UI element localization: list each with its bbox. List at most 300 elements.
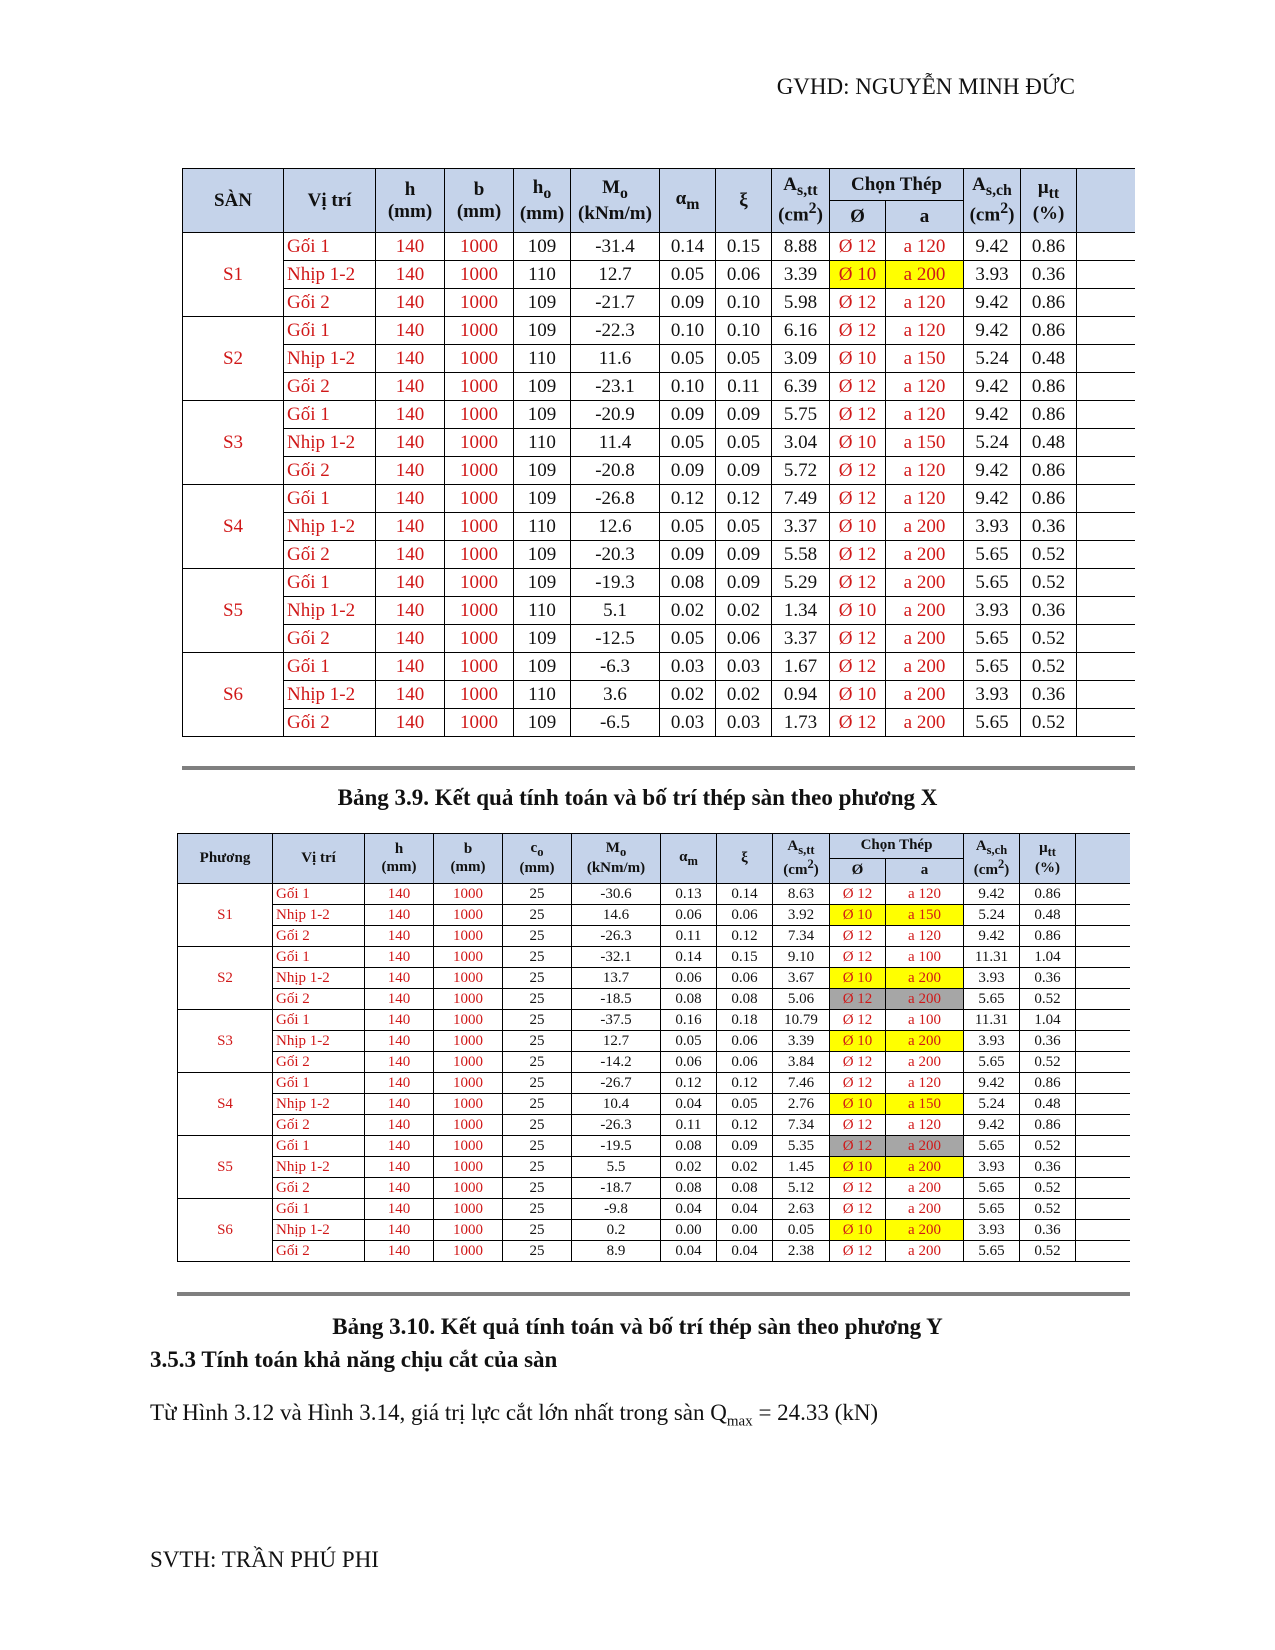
alpha-cell: 0.12 <box>660 485 716 513</box>
blank-cell <box>1076 926 1131 947</box>
m0-cell: 12.7 <box>572 1031 661 1052</box>
col-header-mu: $\mu_{tt}$ (%) <box>1020 834 1076 884</box>
asch-cell: 3.93 <box>964 968 1020 989</box>
h-cell: 140 <box>365 1157 434 1178</box>
col-header-h: h (mm) <box>365 834 434 884</box>
spacing-cell: a 200 <box>886 1220 964 1241</box>
blank-cell <box>1076 989 1131 1010</box>
xi-cell: 0.00 <box>717 1220 773 1241</box>
xi-cell: 0.18 <box>717 1010 773 1031</box>
h-cell: 140 <box>365 1178 434 1199</box>
phi-cell: Ø 10 <box>830 513 886 541</box>
phi-cell: Ø 12 <box>830 709 886 737</box>
shear-paragraph: Từ Hình 3.12 và Hình 3.14, giá trị lực cắt lớn nhất trong sàn $Q_{max} = 24.33$ (kN) <box>150 1400 879 1430</box>
b-cell: 1000 <box>445 401 514 429</box>
spacing-cell: a 120 <box>886 233 964 261</box>
xi-cell: 0.09 <box>716 541 772 569</box>
alpha-cell: 0.10 <box>660 317 716 345</box>
table-y-body <box>178 884 1131 1262</box>
b-cell: 1000 <box>434 1115 503 1136</box>
mu-cell: 0.86 <box>1021 401 1077 429</box>
h-cell: 140 <box>365 1052 434 1073</box>
blank-cell <box>1077 373 1135 401</box>
position-cell: Gối 2 <box>273 1052 365 1073</box>
xi-cell: 0.04 <box>717 1241 773 1262</box>
xi-cell: 0.09 <box>716 569 772 597</box>
position-cell: Gối 2 <box>273 1115 365 1136</box>
col-header-astt: $A_{s,tt}$ $(cm^2)$ <box>772 169 830 233</box>
position-cell: Gối 1 <box>273 1136 365 1157</box>
h-cell: 140 <box>376 681 445 709</box>
col-header-astt: $A_{s,tt}$ $(cm^2)$ <box>773 834 830 884</box>
phi-cell: Ø 12 <box>830 1115 886 1136</box>
mu-cell: 0.86 <box>1021 373 1077 401</box>
blank-cell <box>1076 1199 1131 1220</box>
xi-cell: 0.08 <box>717 1178 773 1199</box>
table-row <box>178 1073 1131 1094</box>
col-header-a: a <box>886 859 964 884</box>
position-cell: Gối 1 <box>284 317 376 345</box>
spacing-cell: a 200 <box>886 1199 964 1220</box>
asch-cell: 3.93 <box>964 1220 1020 1241</box>
xi-cell: 0.06 <box>717 1031 773 1052</box>
blank-cell <box>1077 457 1135 485</box>
phi-cell: Ø 10 <box>830 968 886 989</box>
b-cell: 1000 <box>434 968 503 989</box>
h-cell: 140 <box>365 947 434 968</box>
blank-cell <box>1076 1157 1131 1178</box>
h-cell: 140 <box>376 317 445 345</box>
astt-cell: 0.05 <box>773 1220 830 1241</box>
asch-cell: 5.65 <box>964 989 1020 1010</box>
h0-cell: 110 <box>514 513 571 541</box>
mu-cell: 0.36 <box>1020 968 1076 989</box>
section-heading: 3.5.3 Tính toán khả năng chịu cắt của sàn <box>150 1347 558 1372</box>
m0-cell: -26.3 <box>572 926 661 947</box>
xi-cell: 0.09 <box>716 457 772 485</box>
blank-cell <box>1076 905 1131 926</box>
xi-cell: 0.10 <box>716 289 772 317</box>
blank-cell <box>1077 429 1135 457</box>
mu-cell: 0.52 <box>1021 541 1077 569</box>
xi-cell: 0.06 <box>716 261 772 289</box>
table-row <box>178 1094 1131 1115</box>
mu-cell: 0.86 <box>1020 926 1076 947</box>
alpha-cell: 0.14 <box>660 233 716 261</box>
phi-cell: Ø 12 <box>830 1199 886 1220</box>
table-row <box>178 968 1131 989</box>
col-header-a: a <box>886 201 964 233</box>
blank-cell <box>1077 709 1135 737</box>
m0-cell: 12.7 <box>571 261 660 289</box>
blank-cell <box>1076 1031 1131 1052</box>
astt-cell: 3.37 <box>772 625 830 653</box>
b-cell: 1000 <box>445 597 514 625</box>
astt-cell: 2.76 <box>773 1094 830 1115</box>
blank-cell <box>1077 289 1135 317</box>
xi-cell: 0.06 <box>717 968 773 989</box>
table-row <box>178 1010 1131 1031</box>
b-cell: 1000 <box>445 317 514 345</box>
xi-cell: 0.12 <box>716 485 772 513</box>
m0-cell: -30.6 <box>572 884 661 905</box>
m0-cell: 5.5 <box>572 1157 661 1178</box>
astt-cell: 5.29 <box>772 569 830 597</box>
phi-cell: Ø 12 <box>830 233 886 261</box>
m0-cell: 8.9 <box>572 1241 661 1262</box>
xi-cell: 0.08 <box>717 989 773 1010</box>
alpha-cell: 0.08 <box>661 1178 717 1199</box>
c0-cell: 25 <box>503 1115 572 1136</box>
b-cell: 1000 <box>445 345 514 373</box>
position-cell: Nhịp 1-2 <box>273 905 365 926</box>
steel-table-x <box>182 168 1135 737</box>
m0-cell: 10.4 <box>572 1094 661 1115</box>
position-cell: Nhịp 1-2 <box>284 597 376 625</box>
b-cell: 1000 <box>445 429 514 457</box>
astt-cell: 1.73 <box>772 709 830 737</box>
alpha-cell: 0.02 <box>661 1157 717 1178</box>
m0-cell: 12.6 <box>571 513 660 541</box>
m0-cell: 3.6 <box>571 681 660 709</box>
spacing-cell: a 200 <box>886 681 964 709</box>
xi-cell: 0.09 <box>717 1136 773 1157</box>
xi-cell: 0.05 <box>716 513 772 541</box>
alpha-cell: 0.06 <box>661 905 717 926</box>
blank-cell <box>1076 1178 1131 1199</box>
mu-cell: 0.86 <box>1020 1073 1076 1094</box>
table-row <box>178 1136 1131 1157</box>
spacing-cell: a 120 <box>886 884 964 905</box>
alpha-cell: 0.09 <box>660 457 716 485</box>
spacing-cell: a 200 <box>886 653 964 681</box>
position-cell: Gối 1 <box>284 233 376 261</box>
astt-cell: 7.34 <box>773 1115 830 1136</box>
h-cell: 140 <box>376 289 445 317</box>
phi-cell: Ø 12 <box>830 541 886 569</box>
alpha-cell: 0.08 <box>661 989 717 1010</box>
position-cell: Gối 2 <box>273 926 365 947</box>
position-cell: Gối 1 <box>284 569 376 597</box>
col-header-alpha: $\alpha_m$ <box>660 169 716 233</box>
mu-cell: 0.52 <box>1021 709 1077 737</box>
xi-cell: 0.03 <box>716 653 772 681</box>
spacing-cell: a 150 <box>886 345 964 373</box>
xi-cell: 0.04 <box>717 1199 773 1220</box>
alpha-cell: 0.08 <box>661 1136 717 1157</box>
spacing-cell: a 200 <box>886 1031 964 1052</box>
table-row <box>183 597 1136 625</box>
alpha-cell: 0.11 <box>661 1115 717 1136</box>
phi-cell: Ø 10 <box>830 1031 886 1052</box>
alpha-cell: 0.05 <box>660 345 716 373</box>
phi-cell: Ø 12 <box>830 1052 886 1073</box>
blank-cell <box>1076 1010 1131 1031</box>
spacing-cell: a 150 <box>886 1094 964 1115</box>
table-row <box>183 317 1136 345</box>
h-cell: 140 <box>365 1115 434 1136</box>
table-row <box>178 1157 1131 1178</box>
position-cell: Gối 1 <box>273 1073 365 1094</box>
position-cell: Gối 1 <box>284 653 376 681</box>
asch-cell: 5.24 <box>964 429 1021 457</box>
m0-cell: -19.3 <box>571 569 660 597</box>
alpha-cell: 0.09 <box>660 289 716 317</box>
col-header-san: SÀN <box>183 169 284 233</box>
spacing-cell: a 200 <box>886 541 964 569</box>
h0-cell: 109 <box>514 485 571 513</box>
col-header-xi: ξ <box>717 834 773 884</box>
table-row <box>183 401 1136 429</box>
b-cell: 1000 <box>434 1010 503 1031</box>
phi-cell: Ø 12 <box>830 1073 886 1094</box>
phi-cell: Ø 12 <box>830 373 886 401</box>
b-cell: 1000 <box>434 884 503 905</box>
blank-cell <box>1076 1073 1131 1094</box>
alpha-cell: 0.04 <box>661 1094 717 1115</box>
h0-cell: 110 <box>514 681 571 709</box>
spacing-cell: a 200 <box>886 968 964 989</box>
h0-cell: 110 <box>514 345 571 373</box>
c0-cell: 25 <box>503 968 572 989</box>
m0-cell: -19.5 <box>572 1136 661 1157</box>
spacing-cell: a 120 <box>886 317 964 345</box>
xi-cell: 0.02 <box>717 1157 773 1178</box>
col-header-phi: Ø <box>830 201 886 233</box>
spacing-cell: a 120 <box>886 457 964 485</box>
mu-cell: 0.36 <box>1020 1031 1076 1052</box>
b-cell: 1000 <box>434 1031 503 1052</box>
b-cell: 1000 <box>445 709 514 737</box>
asch-cell: 9.42 <box>964 884 1020 905</box>
b-cell: 1000 <box>434 1136 503 1157</box>
alpha-cell: 0.05 <box>660 513 716 541</box>
h-cell: 140 <box>376 233 445 261</box>
blank-cell <box>1076 968 1131 989</box>
col-header-b: b (mm) <box>434 834 503 884</box>
c0-cell: 25 <box>503 1073 572 1094</box>
asch-cell: 9.42 <box>964 926 1020 947</box>
mu-cell: 0.86 <box>1021 485 1077 513</box>
xi-cell: 0.10 <box>716 317 772 345</box>
asch-cell: 9.42 <box>964 457 1021 485</box>
table-row <box>183 625 1136 653</box>
astt-cell: 3.04 <box>772 429 830 457</box>
position-cell: Gối 1 <box>284 485 376 513</box>
astt-cell: 3.92 <box>773 905 830 926</box>
h-cell: 140 <box>365 1094 434 1115</box>
spacing-cell: a 120 <box>886 926 964 947</box>
table-row <box>183 261 1136 289</box>
b-cell: 1000 <box>434 905 503 926</box>
astt-cell: 6.39 <box>772 373 830 401</box>
col-header-m0: $M_o$ (kNm/m) <box>572 834 661 884</box>
h0-cell: 109 <box>514 457 571 485</box>
col-header-blank <box>1076 834 1131 884</box>
m0-cell: -12.5 <box>571 625 660 653</box>
spacing-cell: a 120 <box>886 1073 964 1094</box>
asch-cell: 9.42 <box>964 485 1021 513</box>
mu-cell: 0.36 <box>1020 1157 1076 1178</box>
xi-cell: 0.06 <box>716 625 772 653</box>
h0-cell: 110 <box>514 429 571 457</box>
h-cell: 140 <box>365 1220 434 1241</box>
astt-cell: 5.12 <box>773 1178 830 1199</box>
alpha-cell: 0.06 <box>661 1052 717 1073</box>
table-row <box>178 1199 1131 1220</box>
phi-cell: Ø 12 <box>830 1010 886 1031</box>
astt-cell: 7.34 <box>773 926 830 947</box>
asch-cell: 5.65 <box>964 1136 1020 1157</box>
h-cell: 140 <box>376 429 445 457</box>
h0-cell: 109 <box>514 289 571 317</box>
xi-cell: 0.02 <box>716 681 772 709</box>
blank-cell <box>1077 345 1135 373</box>
astt-cell: 3.37 <box>772 513 830 541</box>
m0-cell: -26.3 <box>572 1115 661 1136</box>
b-cell: 1000 <box>445 681 514 709</box>
phi-cell: Ø 12 <box>830 317 886 345</box>
asch-cell: 11.31 <box>964 947 1020 968</box>
table-row <box>183 373 1136 401</box>
alpha-cell: 0.05 <box>660 625 716 653</box>
alpha-cell: 0.04 <box>661 1241 717 1262</box>
xi-cell: 0.12 <box>717 926 773 947</box>
table-row <box>178 1241 1131 1262</box>
phi-cell: Ø 10 <box>830 1157 886 1178</box>
phi-cell: Ø 10 <box>830 905 886 926</box>
b-cell: 1000 <box>445 457 514 485</box>
phi-cell: Ø 10 <box>830 345 886 373</box>
h-cell: 140 <box>365 989 434 1010</box>
alpha-cell: 0.04 <box>661 1199 717 1220</box>
alpha-cell: 0.10 <box>660 373 716 401</box>
h-cell: 140 <box>376 373 445 401</box>
mu-cell: 0.48 <box>1021 345 1077 373</box>
b-cell: 1000 <box>445 485 514 513</box>
alpha-cell: 0.05 <box>660 429 716 457</box>
m0-cell: -26.8 <box>571 485 660 513</box>
c0-cell: 25 <box>503 1220 572 1241</box>
slab-label: S3 <box>183 401 284 485</box>
table-row <box>183 681 1136 709</box>
b-cell: 1000 <box>434 1220 503 1241</box>
h-cell: 140 <box>376 653 445 681</box>
b-cell: 1000 <box>434 1052 503 1073</box>
mu-cell: 0.36 <box>1021 681 1077 709</box>
alpha-cell: 0.12 <box>661 1073 717 1094</box>
col-header-chon-thep: Chọn Thép <box>830 834 964 859</box>
spacing-cell: a 200 <box>886 1157 964 1178</box>
alpha-cell: 0.02 <box>660 597 716 625</box>
table-row <box>183 485 1136 513</box>
spacing-cell: a 200 <box>886 1241 964 1262</box>
position-cell: Gối 1 <box>273 884 365 905</box>
h-cell: 140 <box>376 345 445 373</box>
table-row <box>183 541 1136 569</box>
spacing-cell: a 120 <box>886 401 964 429</box>
blank-cell <box>1077 625 1135 653</box>
m0-cell: -22.3 <box>571 317 660 345</box>
c0-cell: 25 <box>503 1178 572 1199</box>
xi-cell: 0.15 <box>716 233 772 261</box>
slab-label: S6 <box>178 1199 273 1262</box>
m0-cell: -21.7 <box>571 289 660 317</box>
m0-cell: 5.1 <box>571 597 660 625</box>
position-cell: Nhịp 1-2 <box>284 513 376 541</box>
table-y-container <box>177 833 1130 1296</box>
spacing-cell: a 200 <box>886 597 964 625</box>
b-cell: 1000 <box>434 1073 503 1094</box>
asch-cell: 3.93 <box>964 1157 1020 1178</box>
astt-cell: 7.46 <box>773 1073 830 1094</box>
c0-cell: 25 <box>503 1031 572 1052</box>
caption-table-x: Bảng 3.9. Kết quả tính toán và bố trí thép sàn theo phương X <box>337 785 938 810</box>
asch-cell: 5.65 <box>964 1052 1020 1073</box>
mu-cell: 1.04 <box>1020 947 1076 968</box>
astt-cell: 3.67 <box>773 968 830 989</box>
h-cell: 140 <box>376 457 445 485</box>
xi-cell: 0.03 <box>716 709 772 737</box>
spacing-cell: a 200 <box>886 261 964 289</box>
b-cell: 1000 <box>434 947 503 968</box>
table-x-body <box>183 233 1136 737</box>
position-cell: Nhịp 1-2 <box>273 1220 365 1241</box>
alpha-cell: 0.05 <box>660 261 716 289</box>
asch-cell: 5.65 <box>964 569 1021 597</box>
h0-cell: 109 <box>514 317 571 345</box>
position-cell: Gối 1 <box>284 401 376 429</box>
c0-cell: 25 <box>503 947 572 968</box>
slab-label: S4 <box>178 1073 273 1136</box>
alpha-cell: 0.13 <box>661 884 717 905</box>
blank-cell <box>1077 317 1135 345</box>
b-cell: 1000 <box>434 926 503 947</box>
position-cell: Nhịp 1-2 <box>284 261 376 289</box>
b-cell: 1000 <box>434 1241 503 1262</box>
spacing-cell: a 120 <box>886 485 964 513</box>
astt-cell: 6.16 <box>772 317 830 345</box>
astt-cell: 3.84 <box>773 1052 830 1073</box>
slab-label: S6 <box>183 653 284 737</box>
astt-cell: 10.79 <box>773 1010 830 1031</box>
h-cell: 140 <box>365 1199 434 1220</box>
position-cell: Gối 2 <box>284 373 376 401</box>
blank-cell <box>1077 541 1135 569</box>
spacing-cell: a 150 <box>886 429 964 457</box>
asch-cell: 9.42 <box>964 289 1021 317</box>
asch-cell: 9.42 <box>964 233 1021 261</box>
blank-cell <box>1077 485 1135 513</box>
mu-cell: 0.52 <box>1020 1241 1076 1262</box>
table-row <box>178 1220 1131 1241</box>
astt-cell: 8.63 <box>773 884 830 905</box>
alpha-cell: 0.03 <box>660 709 716 737</box>
alpha-cell: 0.02 <box>660 681 716 709</box>
spacing-cell: a 120 <box>886 373 964 401</box>
asch-cell: 3.93 <box>964 261 1021 289</box>
position-cell: Nhịp 1-2 <box>284 429 376 457</box>
m0-cell: -18.5 <box>572 989 661 1010</box>
blank-cell <box>1076 884 1131 905</box>
xi-cell: 0.05 <box>716 345 772 373</box>
h-cell: 140 <box>365 1241 434 1262</box>
asch-cell: 9.42 <box>964 317 1021 345</box>
astt-cell: 3.09 <box>772 345 830 373</box>
h-cell: 140 <box>365 1010 434 1031</box>
phi-cell: Ø 12 <box>830 1136 886 1157</box>
phi-cell: Ø 10 <box>830 261 886 289</box>
